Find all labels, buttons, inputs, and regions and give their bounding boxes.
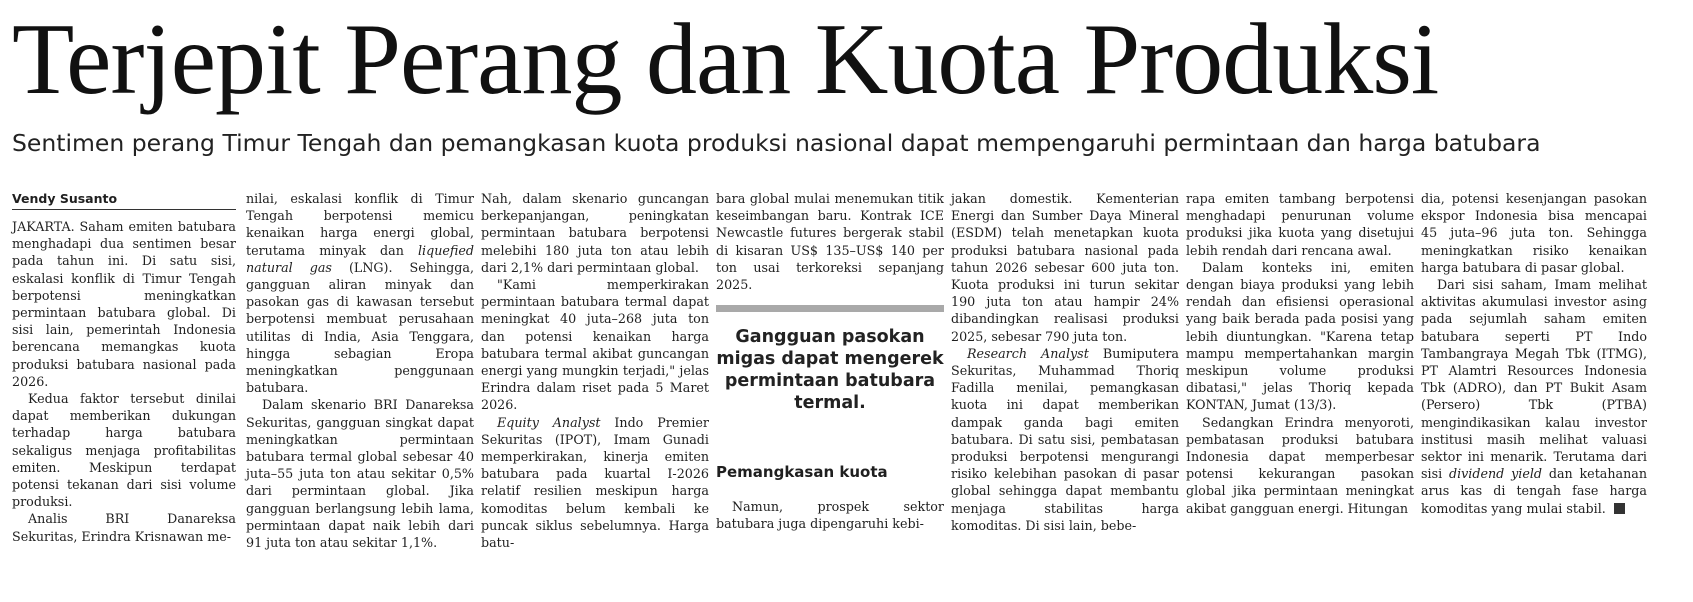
pullquote: Gangguan pasokan migas dapat mengerek permintaan batubara termal.	[716, 327, 944, 414]
text-run: nilai, eskalasi konflik di Timur Tengah berpotensi memicu kenaikan harga energi global, terutama minyak dan	[246, 191, 474, 258]
text-run: (LNG). Sehingga, gangguan aliran minyak dan pasokan gas di kawasan tersebut berpotensi membuat perusahaan utilitas di India, Asia Tenggara, hingga sebagian Eropa meningkatkan penggunaan batubara.	[246, 259, 474, 396]
italic-term: Research Analyst	[967, 345, 1089, 361]
text-run: Bumiputera Sekuritas, Muhammad Thoriq Fadilla menilai, pemangkasan kuota ini dapat memberikan dampak ganda bagi emiten batubara. Di satu sisi, pembatasan produksi berpotensi mengurangi risiko kelebihan pasokan di pasar global sehingga dapat membantu menjaga stabilitas harga komoditas. Di sisi lain, bebe-	[951, 345, 1179, 533]
byline-rule	[12, 209, 236, 210]
byline: Vendy Susanto	[12, 191, 118, 206]
paragraph: Dalam konteks ini, emiten dengan biaya produksi yang lebih rendah dan efisiensi operasional yang baik berada pada posisi yang lebih diuntungkan. "Karena tetap mampu mempertahankan margin meskipun volume produksi dibatasi," jelas Thoriq kepada KONTAN, Jumat (13/3).	[1186, 259, 1414, 413]
text-run: dan ketahanan arus kas di tengah fase harga komoditas yang mulai stabil.	[1421, 466, 1647, 516]
paragraph: Namun, prospek sektor batubara juga dipengaruhi kebi-	[716, 499, 944, 532]
paragraph: Nah, dalam skenario guncangan berkepanjangan, peningkatan permintaan batubara berpotensi melebihi 180 juta ton atau lebih dari 2,1% dari permintaan global.	[481, 191, 709, 275]
headline: Terjepit Perang dan Kuota Produksi	[12, 3, 1439, 116]
article-column-2	[246, 190, 474, 551]
end-of-article-marker	[1614, 503, 1625, 514]
text-run: Dari sisi saham, Imam melihat aktivitas akumulasi investor asing pada sejumlah saham emiten batubara seperti PT Indo Tambangraya Megah Tbk (ITMG), PT Alamtri Resources Indonesia Tbk (ADRO), dan PT Bukit Asam (Persero) Tbk (PTBA) mengindikasikan kalau investor institusi masih melihat valuasi sektor ini menarik. Terutama dari sisi	[1421, 277, 1647, 482]
section-heading: Pemangkasan kuota	[716, 463, 888, 482]
article-column-6	[1186, 190, 1414, 517]
article-column-7	[1421, 190, 1647, 517]
article-column-4	[716, 190, 944, 533]
subheadline: Sentimen perang Timur Tengah dan pemangkasan kuota produksi nasional dapat mempengaruhi permintaan dan harga batubara	[12, 129, 1541, 157]
paragraph	[481, 414, 709, 552]
article-column-5	[951, 190, 1179, 534]
paragraph: "Kami memperkirakan permintaan batubara termal dapat meningkat 40 juta–268 juta ton dan potensi kenaikan harga batubara termal akibat guncangan energi yang mungkin terjadi," jelas Erindra dalam riset pada 5 Maret 2026.	[481, 277, 709, 413]
paragraph	[1421, 276, 1647, 517]
pullquote-bar	[716, 305, 944, 312]
italic-term: dividend yield	[1448, 466, 1543, 482]
article-column-3	[481, 190, 709, 551]
paragraph: dia, potensi kesenjangan pasokan ekspor Indonesia bisa mencapai 45 juta–96 juta ton. Sehingga meningkatkan risiko kenaikan harga batubara di pasar global.	[1421, 191, 1647, 275]
paragraph: Analis BRI Danareksa Sekuritas, Erindra Krisnawan me-	[12, 511, 236, 544]
paragraph: Kedua faktor tersebut dinilai dapat memberikan dukungan terhadap harga batubara sekaligus menjaga profitabilitas emiten. Meskipun terdapat potensi tekanan dari sisi volume produksi.	[12, 391, 236, 510]
article-column-1	[12, 190, 236, 545]
paragraph	[951, 345, 1179, 534]
paragraph: rapa emiten tambang berpotensi menghadapi penurunan volume produksi jika kuota yang disetujui lebih rendah dari rencana awal.	[1186, 191, 1414, 258]
italic-term: Equity Analyst	[497, 414, 601, 430]
paragraph: bara global mulai menemukan titik keseimbangan baru. Kontrak ICE Newcastle futures bergerak stabil di kisaran US$ 135–US$ 140 per ton usai terkoreksi sepanjang 2025.	[716, 191, 944, 293]
paragraph: JAKARTA. Saham emiten batubara menghadapi dua sentimen besar pada tahun ini. Di satu sisi, eskalasi konflik di Timur Tengah berpotensi meningkatkan permintaan batubara global. Di sisi lain, pemerintah Indonesia berencana memangkas kuota produksi batubara nasional pada 2026.	[12, 219, 236, 389]
paragraph: Dalam skenario BRI Danareksa Sekuritas, gangguan singkat dapat meningkatkan permintaan batubara termal global sebesar 40 juta–55 juta ton atau sekitar 0,5% dari permintaan global. Jika gangguan berlangsung lebih lama, permintaan dapat naik lebih dari 91 juta ton atau sekitar 1,1%.	[246, 397, 474, 551]
italic-term: liquefied natural gas	[246, 242, 474, 275]
pullquote-box	[716, 305, 944, 414]
text-run: Indo Premier Sekuritas (IPOT), Imam Gunadi memperkirakan, kinerja emiten batubara pada kuartal I-2026 relatif resilien meskipun harga komoditas belum kembali ke puncak siklus sebelumnya. Harga batu-	[481, 414, 709, 551]
paragraph: Sedangkan Erindra menyoroti, pembatasan produksi batubara Indonesia dapat memperbesar potensi kekurangan pasokan global jika permintaan meningkat akibat gangguan energi. Hitungan	[1186, 414, 1414, 516]
paragraph: jakan domestik. Kementerian Energi dan Sumber Daya Mineral (ESDM) telah menetapkan kuota produksi batubara nasional pada tahun 2026 sebesar 600 juta ton. Kuota produksi ini turun sekitar 190 juta ton atau hampir 24% dibandingkan realisasi produksi 2025, sebesar 790 juta ton.	[951, 191, 1179, 344]
paragraph	[246, 190, 474, 396]
